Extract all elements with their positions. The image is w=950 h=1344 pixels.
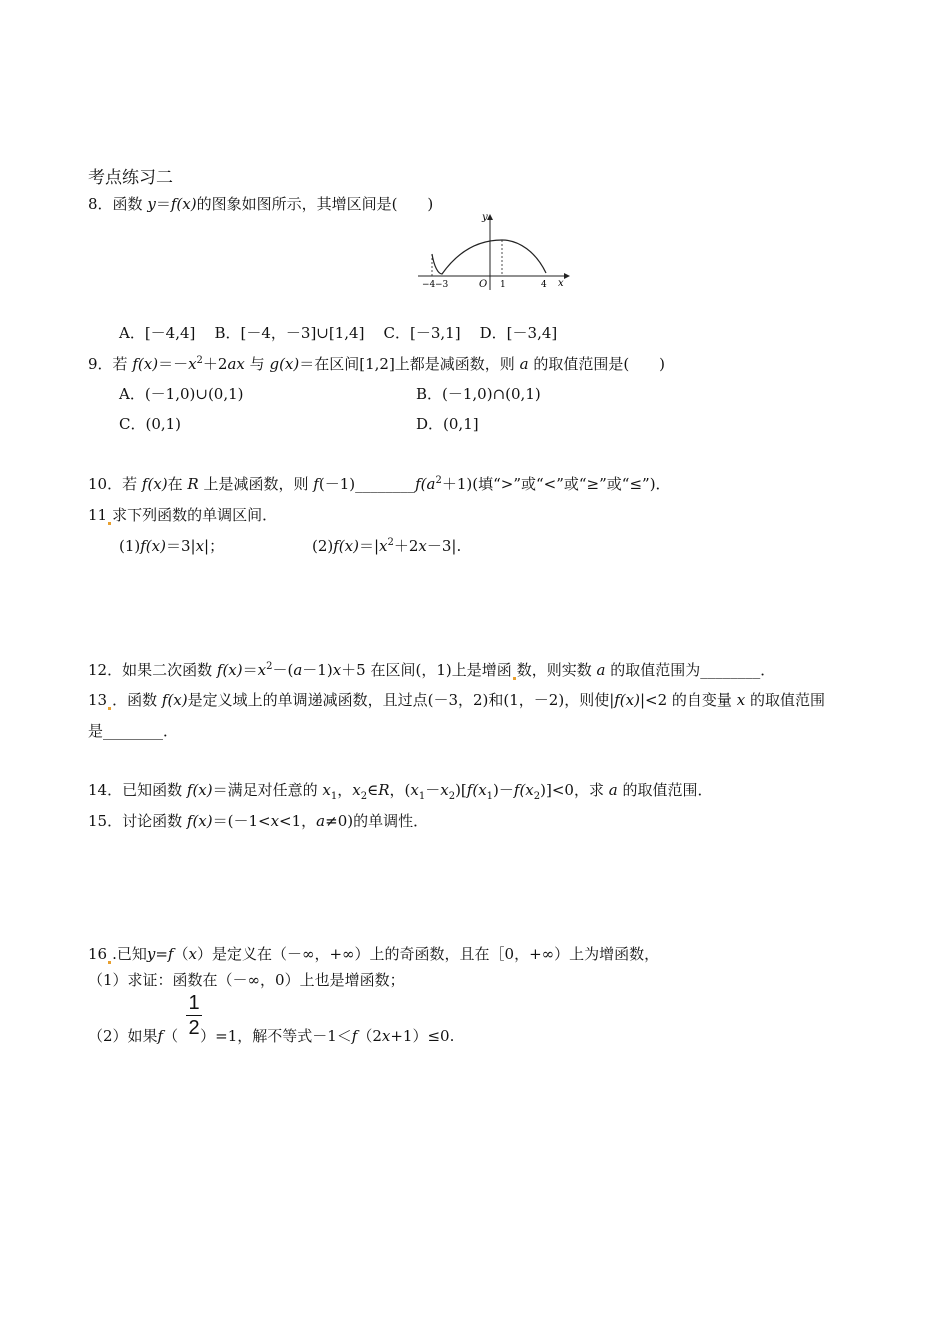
text: 的取值范围为________． [610, 661, 776, 679]
superscript: 2 [266, 661, 273, 672]
tick-label: −3 [435, 280, 449, 290]
text: (2) [312, 537, 334, 555]
text: 的取值范围是( ) [533, 355, 666, 373]
text: (1) [119, 537, 141, 555]
subscript: 2 [533, 791, 541, 802]
question-9 [88, 354, 665, 374]
math-f: f [313, 475, 319, 493]
question-8 [88, 194, 433, 214]
subscript: 1 [418, 791, 426, 802]
text: ＝(－1< [212, 812, 271, 830]
math-x: x [352, 781, 361, 799]
subscript: 1 [330, 791, 338, 802]
text: 的取值范围 [749, 691, 825, 709]
q11-part-1 [119, 536, 224, 556]
question-16 [88, 944, 659, 964]
text: 若 [122, 475, 138, 493]
superscript: 2 [387, 537, 394, 548]
option-b: B．[－4，－3]∪[1,4] [214, 324, 365, 342]
text: )－ [493, 781, 514, 799]
math-fx: f(x) [186, 812, 213, 830]
question-number: 11 [88, 506, 108, 524]
text: ＝在区间[1,2]上都是减函数，则 [299, 355, 515, 373]
question-number: 13 [88, 691, 108, 709]
math-x: x [322, 781, 331, 799]
question-number: 15． [88, 812, 123, 830]
text: 数，则实数 [516, 661, 592, 679]
text: 函数 [112, 195, 143, 213]
question-number: 9． [88, 355, 113, 373]
superscript: 2 [196, 355, 203, 366]
text: －3|. [426, 537, 462, 555]
text: ＝3| [165, 537, 196, 555]
question-13-cont: 是________． [88, 722, 179, 740]
math-fx: f(x) [140, 537, 166, 555]
text: )[ [455, 781, 467, 799]
math-fx: f(x [513, 781, 534, 799]
math-fx: f(x) [161, 691, 188, 709]
question-number: 14． [88, 781, 123, 799]
text: ＋5 在区间(，1)上是增函 [341, 661, 512, 679]
math-fx: f(x [466, 781, 487, 799]
math-R: R [378, 781, 390, 799]
option-d: D．(0,1] [416, 415, 479, 433]
option-a: A．(－1,0)∪(0,1) [119, 385, 244, 403]
math-x: x [270, 812, 280, 830]
tick-label: −4 [422, 280, 436, 290]
math-a: a [316, 812, 326, 830]
x-axis-arrow [564, 273, 570, 279]
math-f: f [351, 1027, 358, 1045]
text: －1) [302, 661, 333, 679]
anchor-mark-icon [108, 707, 111, 710]
question-number: 8． [88, 195, 113, 213]
question-15 [88, 811, 428, 831]
text: ＋1)(填“>”或“<”或“≥”或“≤”)． [441, 475, 671, 493]
text: 如果二次函数 [122, 661, 213, 679]
x-label: x [558, 278, 564, 289]
math-fx: f(x) [614, 691, 640, 709]
math-a: a [293, 661, 303, 679]
subscript: 1 [486, 791, 494, 802]
text: ．函数 [112, 691, 158, 709]
question-number: 16 [88, 945, 108, 963]
math-x: x [381, 1027, 391, 1045]
subscript: 2 [360, 791, 368, 802]
text: ＝ [242, 661, 258, 679]
anchor-mark-icon [108, 522, 111, 525]
text: 求下列函数的单调区间． [112, 506, 278, 524]
q16-part-1: （1）求证：函数在（－∞，0）上也是增函数； [88, 971, 405, 989]
q11-part-2 [312, 536, 461, 556]
y-axis-arrow [487, 214, 493, 220]
q16-part-2 [88, 1026, 454, 1046]
text: <1， [279, 812, 317, 830]
question-11 [88, 505, 277, 525]
math-ax [227, 355, 244, 373]
text: （ [163, 1027, 179, 1045]
math-x: x [195, 537, 205, 555]
question-number: 12． [88, 661, 123, 679]
text: 是定义域上的单调递减函数，且过点(－3，2)和(1，－2)，则使| [187, 691, 615, 709]
math-x: x [736, 691, 746, 709]
text: 讨论函数 [122, 812, 183, 830]
math-x: x [236, 355, 245, 373]
tick-label: 4 [541, 280, 547, 290]
text: .已知 [112, 945, 147, 963]
text: 若 [112, 355, 128, 373]
text: －( [272, 661, 294, 679]
math-x: x [257, 661, 267, 679]
y-label: y [482, 212, 488, 223]
text: － [425, 781, 441, 799]
math-fx: f(x) [141, 475, 168, 493]
math-fx: f(x) [216, 661, 243, 679]
math-x: x [379, 537, 388, 555]
math-y: y [147, 195, 156, 213]
text: ＝－ [158, 355, 189, 373]
text: ， [337, 781, 353, 799]
text: ≠0)的单调性． [325, 812, 429, 830]
option-d: D．[－3,4] [479, 324, 558, 342]
fraction-numerator: 1 [188, 992, 200, 1014]
option-b: B．(－1,0)∩(0,1) [416, 385, 541, 403]
math-x: x [332, 661, 342, 679]
text: 在 [167, 475, 183, 493]
question-13 [88, 690, 825, 710]
math-a: a [596, 661, 606, 679]
text: 上是减函数，则 [203, 475, 309, 493]
text: 与 [249, 355, 265, 373]
math-x: x [188, 945, 197, 963]
tick-label: 1 [500, 280, 506, 290]
text: 已知函数 [122, 781, 183, 799]
math-a: a [608, 781, 618, 799]
text: (－1)________ [318, 475, 416, 493]
text: ）=1，解不等式－1＜ [200, 1027, 352, 1045]
q8-options [119, 323, 557, 343]
section-title: 考点练习二 [88, 168, 173, 188]
math-f: f [157, 1027, 164, 1045]
question-14 [88, 780, 713, 800]
text: 的取值范围． [622, 781, 713, 799]
math-fx: f(x) [333, 537, 359, 555]
text: ＋2 [202, 355, 228, 373]
anchor-mark-icon [513, 677, 516, 680]
math-fx: f(x) [186, 781, 213, 799]
text: （ [173, 945, 189, 963]
option-c: C．(0,1) [119, 415, 182, 433]
anchor-mark-icon [108, 961, 111, 964]
math-fa: f(a [415, 475, 436, 493]
text: ）是定义在（－∞，+∞）上的奇函数，且在［0，+∞）上为增函数， [196, 945, 660, 963]
superscript: 2 [435, 475, 442, 486]
math-x: x [440, 781, 449, 799]
math-a: a [227, 355, 237, 373]
text: +1）≤0. [390, 1027, 455, 1045]
text: |<2 的自变量 [639, 691, 732, 709]
text: ＋2 [393, 537, 419, 555]
subscript: 2 [448, 791, 456, 802]
math-x: x [418, 537, 427, 555]
fraction-bar [186, 1015, 202, 1016]
math-x: x [188, 355, 197, 373]
curve [432, 240, 546, 274]
text: （2）如果 [88, 1027, 158, 1045]
text: ＝满足对任意的 [212, 781, 318, 799]
function-graph [414, 210, 574, 292]
question-10 [88, 474, 671, 494]
option-a: A．[－4,4] [119, 324, 196, 342]
math-gx: g(x) [269, 355, 300, 373]
fraction-denominator: 2 [188, 1017, 200, 1039]
question-12 [88, 660, 775, 680]
text: （2 [357, 1027, 382, 1045]
origin-label: O [479, 279, 488, 290]
text: ＝| [358, 537, 380, 555]
text: 的图象如图所示，其增区间是( ) [196, 195, 434, 213]
math-yf: y=f [146, 945, 174, 963]
option-c: C．[－3,1] [383, 324, 461, 342]
math-x: x [410, 781, 419, 799]
text: |； [204, 537, 225, 555]
math-eq: ＝ [155, 195, 171, 213]
text: ∈ [367, 781, 379, 799]
text: )]<0，求 [540, 781, 604, 799]
math-fx: f(x) [170, 195, 197, 213]
math-R: R [187, 475, 199, 493]
question-number: 10． [88, 475, 123, 493]
math-fx: f(x) [132, 355, 159, 373]
math-a: a [519, 355, 529, 373]
text: ，( [389, 781, 411, 799]
